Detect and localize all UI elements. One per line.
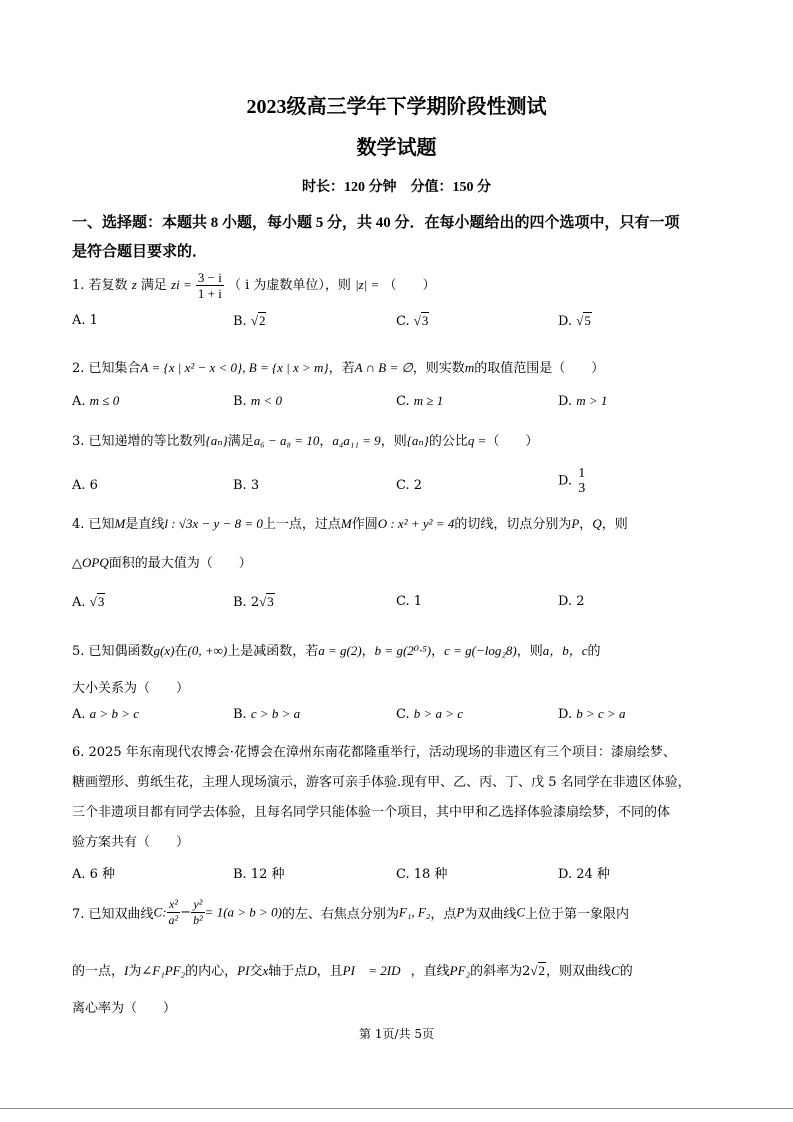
question-4-line2: △OPQ面积的最大值为（ ） xyxy=(72,555,252,571)
q6-option-d: D. 24 种 xyxy=(558,867,610,882)
question-5: 5. 已知偶函数g(x)在(0, +∞)上是减函数，若a = g(2)，b = g(2⁰·⁵)，c = g(−log₂8)，则a，b，c的 xyxy=(72,643,601,659)
question-5-line2: 大小关系为（ ） xyxy=(72,681,190,696)
question-7-line3: 离心率为（ ） xyxy=(72,1001,177,1016)
question-7-line2: 的一点，I为∠F₁PF₂的内心，PI交x轴于点D，且PI⃗ = 2ID⃗，直线PF₂的斜率为2√2，则双曲线C的 xyxy=(72,963,633,979)
q2-option-d: D. m > 1 xyxy=(558,393,608,409)
question-1: 1. 若复数 z 满足 zi = $\frac{3 - i}{1 + i}$ （ i 为虚数单位），则 |z| = （ ） xyxy=(72,270,436,301)
page-bottom-rule xyxy=(0,1108,793,1109)
section-heading-line1: 一、选择题：本题共 8 小题，每小题 5 分，共 40 分．在每小题给出的四个选项中，只有一项 xyxy=(72,215,680,231)
q4-option-c: C. 1 xyxy=(396,594,423,609)
question-6-line1: 6. 2025 年东南现代农博会·花博会在漳州东南花都隆重举行，活动现场的非遗区有三个项目：漆扇绘梦、 xyxy=(72,745,676,760)
question-4: 4. 已知M是直线l : √3x − y − 8 = 0上一点，过点M作圆O : x² + y² = 4的切线，切点分别为P，Q，则 xyxy=(72,516,628,532)
q3-option-b: B. 3 xyxy=(233,478,260,493)
q3-option-a: A. 6 xyxy=(72,478,98,493)
q6-option-a: A. 6 种 xyxy=(72,867,116,882)
q1-option-a: A. 1 xyxy=(72,313,98,328)
section-heading-line2: 是符合题目要求的． xyxy=(72,244,208,260)
exam-title: 2023级高三学年下学期阶段性测试 xyxy=(246,96,547,118)
question-7: 7. 已知双曲线C: $\frac{\text{x²}}{\text{a²}}$ − $\frac{\text{y²}}{\text{b²}}$ = 1(a > b > 0)的左、右焦点分别为F₁, F₂，点P为双曲线C上位于第一象限内 xyxy=(72,897,630,927)
q2-option-b: B. m < 0 xyxy=(233,393,282,409)
question-6-line4: 验方案共有（ ） xyxy=(72,835,190,850)
question-6-line2: 糖画塑形、剪纸生花，主理人现场演示，游客可亲手体验.现有甲、乙、丙、丁、戊 5 名同学在非遗区体验， xyxy=(72,775,691,790)
q3-option-c: C. 2 xyxy=(396,478,423,493)
q1-option-b: B. √2 xyxy=(233,313,266,329)
q5-option-b: B. c > b > a xyxy=(233,706,301,722)
question-6-line3: 三个非遗项目都有同学去体验，且每名同学只能体验一个项目，其中甲和乙选择体验漆扇绘梦，不同的体 xyxy=(72,805,671,820)
exam-meta: 时长：120 分钟 分值：150 分 xyxy=(302,180,491,195)
q4-option-a: A. √3 xyxy=(72,594,105,610)
q2-option-c: C. m ≥ 1 xyxy=(396,393,444,409)
page-footer: 第 1页/共 5页 xyxy=(359,1027,434,1041)
q6-option-b: B. 12 种 xyxy=(233,867,285,882)
q4-option-d: D. 2 xyxy=(558,594,585,609)
q2-option-a: A. m ≤ 0 xyxy=(72,393,120,409)
q1-option-d: D. √5 xyxy=(558,313,591,329)
question-3: 3. 已知递增的等比数列{aₙ}满足a₆ − a₈ = 10，a₄a₁₁ = 9，则{aₙ}的公比q =（ ） xyxy=(72,433,539,449)
q5-option-a: A. a > b > c xyxy=(72,706,139,722)
q1-option-c: C. √3 xyxy=(396,313,429,329)
q5-option-d: D. b > c > a xyxy=(558,706,626,722)
q3-option-d: D. 1 3 xyxy=(558,466,586,496)
q1-fraction: $\frac{3 - i}{1 + i}$ xyxy=(197,270,222,301)
subject-title: 数学试题 xyxy=(356,137,437,159)
q4-option-b: B. 2√3 xyxy=(233,594,274,610)
q6-option-c: C. 18 种 xyxy=(396,867,448,882)
q5-option-c: C. b > a > c xyxy=(396,706,464,722)
question-2: 2. 已知集合A = {x | x² − x < 0}, B = {x | x > m}，若A ∩ B = ∅，则实数m的取值范围是（ ） xyxy=(72,360,605,376)
